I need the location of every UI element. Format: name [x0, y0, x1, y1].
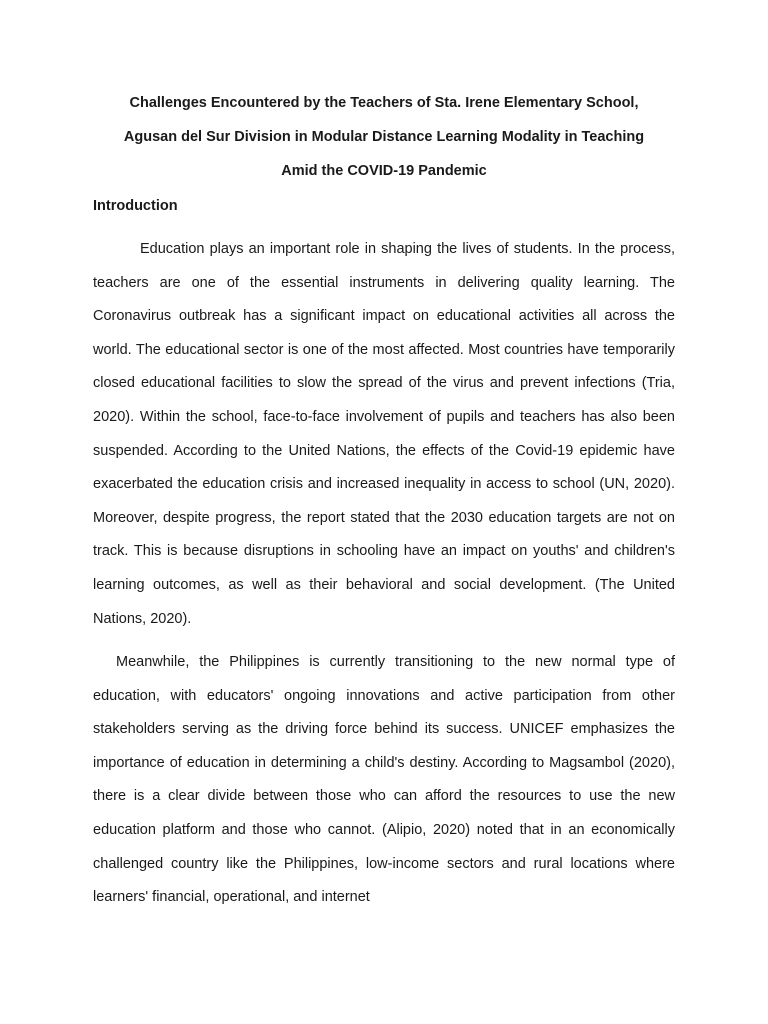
paragraph-1: Education plays an important role in shaping the lives of students. In the process, teachers are one of the essential instruments in delivering quality learning. The Coronavirus outbreak has a significant impact on educational activities all across the world. The educational sector is one of the most affected. Most countries have temporarily closed educational facilities to slow the spread of the virus and prevent infections (Tria, 2020). Within the school, face-to-face involvement of pupils and teachers has also been suspended. According to the United Nations, the effects of the Covid-19 epidemic have exacerbated the education crisis and increased inequality in access to school (UN, 2020). Moreover, despite progress, the report stated that the 2030 education targets are not on track. This is because disruptions in schooling have an impact on youths' and children's learning outcomes, as well as their behavioral and social development. (The United Nations, 2020).: [93, 241, 675, 627]
document-title: [60, 86, 708, 188]
title-line-2: Agusan del Sur Division in Modular Distance Learning Modality in Teaching: [123, 129, 645, 145]
paragraph-2: Meanwhile, the Philippines is currently transitioning to the new normal type of education, with educators' ongoing innovations and active participation from other stakeholders serving as the driving force behind its success. UNICEF emphasizes the importance of education in determining a child's destiny. According to Magsambol (2020), there is a clear divide between those who can afford the resources to use the new education platform and those who cannot. (Alipio, 2020) noted that in an economically challenged country like the Philippines, low-income sectors and rural locations where learners' financial, operational, and internet: [93, 654, 675, 906]
section-heading: Introduction: [93, 198, 178, 214]
title-line-1: Challenges Encountered by the Teachers of Sta. Irene Elementary School,: [129, 95, 639, 111]
title-line-3: Amid the COVID-19 Pandemic: [281, 163, 487, 179]
